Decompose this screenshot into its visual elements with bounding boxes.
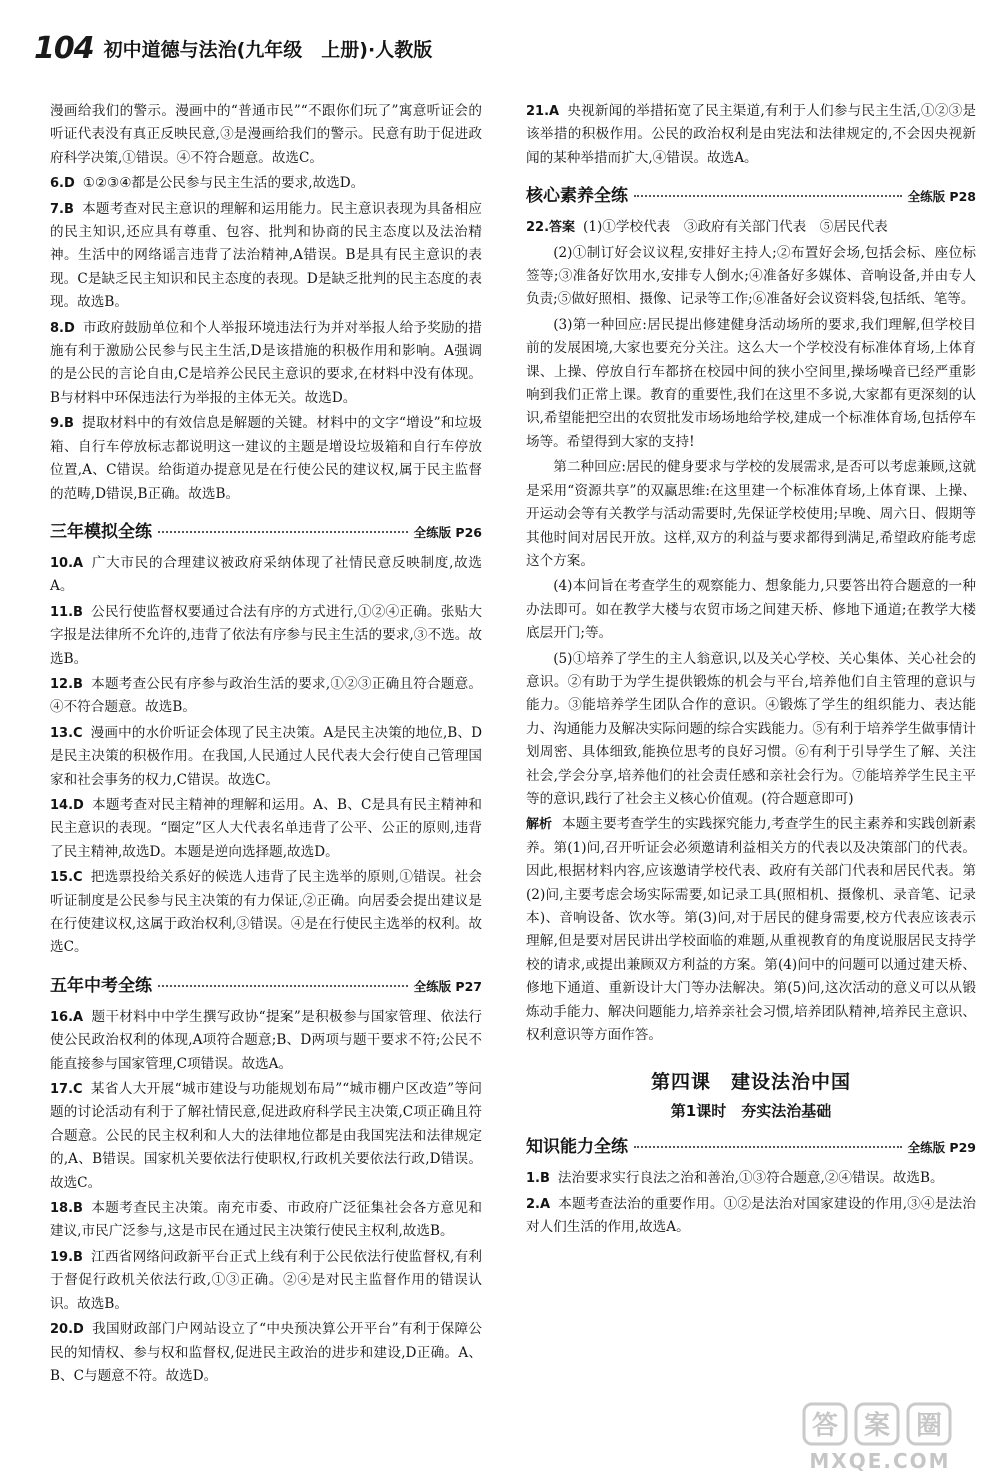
section-header-five-year xyxy=(50,971,482,996)
answer-text: 本题考查公民有序参与政治生活的要求,①②③正确且符合题意。④不符合题意。故选B。 xyxy=(50,675,482,716)
answer-22-header xyxy=(526,216,976,239)
answer-number: 20.D xyxy=(50,1322,84,1338)
analysis-label: 解析 xyxy=(526,817,553,833)
answer-text: 本题考查对民主精神的理解和运用。A、B、C是具有民主精神和民主意识的表现。“圈定”区人大代表名单违背了公平、公正的原则,违背了民主精神,故选D。本题是逆向选择题,故选D。 xyxy=(50,796,482,860)
answer-text: 题干材料中中学生撰写政协“提案”是积极参与国家管理、依法行使公民政治权利的体现,A项符合题意;B、D两项与题干要求不符;公民不能直接参与国家管理,C项错误。故选A。 xyxy=(50,1008,482,1072)
analysis-block xyxy=(526,813,976,1047)
section-title: 知识能力全练 xyxy=(526,1137,628,1158)
answer-item xyxy=(50,722,482,792)
answer-number: 19.B xyxy=(50,1249,83,1265)
answer-text: 我国财政部门户网站设立了“中央预决算公开平台”有利于保障公民的知情权、参与权和监督权,促进民主政治的进步和建设,D正确。A、B、C与题意不符。故选D。 xyxy=(50,1321,482,1384)
answer-paragraph: (5)①培养了学生的主人翁意识,以及关心学校、关心集体、关心社会的意识。②有助于为学生提供锻炼的机会与平台,培养他们自主管理的意识与能力。③能培养学生团队合作的意识。④锻炼了学生的组织能力、表达能力、沟通能力及解决实际问题的综合实践能力。⑤有利于培养学生做事情计划周密、具体细致,能换位思考的良好习惯。⑥有利于引导学生了解、关注社会,学会分享,培养他们的社会责任感和亲社会行为。⑦能培养学生民主平等的意识,践行了社会主义核心价值观。(符合题意即可) xyxy=(526,650,976,807)
answer-number: 21.A xyxy=(526,104,560,119)
watermark-char-2: 案 xyxy=(863,1411,891,1441)
answer-number: 8.D xyxy=(50,320,75,336)
watermark-url: MXQE.COM xyxy=(809,1449,951,1473)
answer-number: 22.答案 xyxy=(526,220,576,236)
answer-item xyxy=(526,1193,976,1240)
answer-item xyxy=(50,601,482,671)
analysis-text: 本题主要考查学生的实践探究能力,考查学生的民主素养和实践创新素养。第(1)问,召开听证会必须邀请利益相关方的代表以及决策部门的代表。因此,根据材料内容,应该邀请学校代表、政府有关部门代表和居民代表。第(2)问,主要考虑会场实际需要,如记录工具(照相机、摄像机、录音笔、记录本)、音响设备、饮水等。第(3)问,对于居民的健身需要,校方代表应该表示理解,但是要对居民讲出学校面临的难题,从重视教育的角度说服居民支持学校的请求,或提出兼顾双方利益的方案。第(4)问中的问题可以通过建天桥、修地下通道、重新设计大门等办法解决。第(5)问,这次活动的意义可以从锻炼动手能力、解决问题能力,培养亲社会习惯,培养团队精神,培养民主意识、权利意识等方面作答。 xyxy=(526,816,976,1044)
site-watermark-logo xyxy=(800,1400,980,1474)
answer-number: 11.B xyxy=(50,604,83,620)
answer-text: (1)①学校代表 ③政府有关部门代表 ⑤居民代表 xyxy=(583,219,888,236)
answer-item xyxy=(50,1006,482,1076)
answer-item xyxy=(50,673,482,720)
answer-text: 法治要求实行良法之治和善治,①③符合题意,②④错误。故选B。 xyxy=(557,1170,944,1187)
answer-group-b xyxy=(50,552,482,960)
answer-number: 6.D xyxy=(50,176,75,192)
answer-paragraph: 第二种回应:居民的健身要求与学校的发展需求,是否可以考虑兼顾,这就是采用“资源共享”的双赢思维:在这里建一个标准体育场,上体育课、上操、开运动会等有关教学与活动需要时,先保证学校使用;早晚、周六日、假期等其他时间对居民开放。这样,双方的利益与要求都得到满足,希望政府能考虑这个方案。 xyxy=(526,459,976,569)
answer-text: 本题考查民主决策。南充市委、市政府广泛征集社会各方意见和建议,市民广泛参与,这是市民在通过民主决策行使民主权利,故选B。 xyxy=(50,1200,482,1240)
answer-item xyxy=(50,794,482,864)
answer-text: 把选票投给关系好的候选人违背了民主选举的原则,①错误。社会听证制度是公民参与民主决策的有力保证,②正确。向居委会提出建议是在行使建议权,这属于政治权利,③错误。④是在行使民主选举的权利。故选C。 xyxy=(50,869,482,956)
section-page-ref: 全练版 P26 xyxy=(413,524,482,540)
answer-number: 17.C xyxy=(50,1082,83,1098)
section-header-three-year xyxy=(50,517,482,542)
section-title: 核心素养全练 xyxy=(526,186,628,207)
section-page-ref: 全练版 P28 xyxy=(907,189,976,205)
answer-item xyxy=(526,100,976,170)
answer-text: 提取材料中的有效信息是解题的关键。材料中的文字“增设”和垃圾箱、自行车停放标志都说明这一建议的主题是增设垃圾箱和自行车停放位置,A、C错误。给街道办提意见是在行使公民的建议权,属于民主监督的范畴,D错误,B正确。故选B。 xyxy=(50,415,482,502)
right-column xyxy=(526,100,976,1242)
answer-text: ①②③④都是公民参与民主生活的要求,故选D。 xyxy=(82,175,365,192)
answer-intro: 漫画给我们的警示。漫画中的“普通市民”“不跟你们玩了”寓意听证会的听证代表没有真正反映民意,③是漫画给我们的警示。民意有助于促进政府科学决策,①错误。④不符合题意。故选C。 xyxy=(50,103,482,166)
answer-group-c xyxy=(50,1006,482,1389)
section-header-core-literacy xyxy=(526,181,976,206)
answer-text: 央视新闻的举措拓宽了民主渠道,有利于人们参与民主生活,①②③是该举措的积极作用。公民的政治权利是由宪法和法律规定的,不会因央视新闻的某种举措而扩大,④错误。故选A。 xyxy=(526,103,976,166)
answer-group-a xyxy=(50,172,482,506)
answer-text: 江西省网络问政新平台正式上线有利于公民依法行使监督权,有利于督促行政机关依法行政,①③正确。②④是对民主监督作用的错误认识。故选B。 xyxy=(50,1248,482,1312)
answer-number: 2.A xyxy=(526,1196,551,1212)
answer-number: 14.D xyxy=(50,797,84,813)
watermark-char-1: 答 xyxy=(811,1411,839,1441)
answer-number: 1.B xyxy=(526,1171,550,1187)
answer-text: 广大市民的合理建议被政府采纳体现了社情民意反映制度,故选A。 xyxy=(50,554,482,595)
answer-paragraph: (2)①制订好会议议程,安排好主持人;②布置好会场,包括会标、座位标签等;③准备好饮用水,安排专人倒水;④准备好多媒体、音响设备,并由专人负责;⑤做好照相、摄像、记录等工作;⑥准备好会议资料袋,包括纸、笔等。 xyxy=(526,244,976,308)
lesson-title: 第四课 建设法治中国 xyxy=(650,1071,851,1094)
section-title: 三年模拟全练 xyxy=(50,521,152,542)
dotted-leader xyxy=(158,531,408,533)
watermark-char-3: 圈 xyxy=(915,1411,943,1441)
answer-text: 某省人大开展“城市建设与功能规划布局”“城市棚户区改造”等问题的讨论活动有利于了解社情民意,促进政府科学民主决策,C项正确且符合题意。公民的民主权利和人大的法律地位都是由我国宪法和法律规定的,A、B错误。国家机关要依法行使职权,行政机关要依法行政,D错误。故选C。 xyxy=(50,1081,482,1191)
answer-number: 10.A xyxy=(50,555,84,571)
answer-text: 本题考查对民主意识的理解和运用能力。民主意识表现为具备相应的民主知识,还应具有尊重、包容、批判和协商的民主态度以及法治精神。生活中的网络谣言违背了法治精神,A错误。B是具有民主意识的表现。C是缺乏民主知识和民主态度的表现。D是缺乏批判的民主态度的表现。故选B。 xyxy=(50,200,482,311)
page-header-title: 初中道德与法治(九年级 上册)·人教版 xyxy=(103,38,433,61)
lesson-subtitle: 第1课时 夯实法治基础 xyxy=(670,1102,832,1121)
answer-item xyxy=(526,1167,976,1190)
answer-item xyxy=(50,866,482,960)
page-number: 104 xyxy=(34,30,94,66)
answer-item xyxy=(50,198,482,315)
answer-number: 18.B xyxy=(50,1201,83,1217)
left-column xyxy=(50,100,482,1390)
answer-item xyxy=(50,172,482,195)
answer-item xyxy=(50,1078,482,1195)
section-header-knowledge xyxy=(526,1132,976,1157)
section-page-ref: 全练版 P29 xyxy=(907,1140,976,1156)
answer-item xyxy=(50,1318,482,1388)
answer-text: 漫画中的水价听证会体现了民主决策。A是民主决策的地位,B、D是民主决策的积极作用。在我国,人民通过人民代表大会行使自己管理国家和社会事务的权力,C错误。故选C。 xyxy=(50,724,482,788)
dotted-leader xyxy=(634,1146,902,1148)
answer-number: 9.B xyxy=(50,416,74,432)
dotted-leader xyxy=(158,985,408,987)
answer-item xyxy=(50,1197,482,1244)
answer-item xyxy=(50,552,482,599)
answer-item xyxy=(50,1246,482,1316)
answer-paragraph: (4)本问旨在考查学生的观察能力、想象能力,只要答出符合题意的一种办法即可。如在教学大楼与农贸市场之间建天桥、修地下通道;在教学大楼底层开门;等。 xyxy=(526,578,976,642)
answer-text: 公民行使监督权要通过合法有序的方式进行,①②④正确。张贴大字报是法律所不允许的,违背了依法有序参与民主生活的要求,③不选。故选B。 xyxy=(50,603,482,667)
answer-text: 市政府鼓励单位和个人举报环境违法行为并对举报人给予奖励的措施有利于激励公民参与民主生活,D是该措施的积极作用和影响。A强调的是公民的言论自由,C是培养公民民主意识的要求,在材料中没有体现。B与材料中环保违法行为举报的主体无关。故选D。 xyxy=(50,319,482,406)
answer-number: 16.A xyxy=(50,1009,84,1025)
page-header xyxy=(34,10,974,86)
answer-paragraph: (3)第一种回应:居民提出修建健身活动场所的要求,我们理解,但学校目前的发展困境,大家也要充分关注。这么大一个学校没有标准体育场,上体育课、上操、停放自行车都挤在校园中间的狭小空间里,操场噪音已经严重影响到我们正常上课。教育的重要性,我们在这里不多说,大家都有更深刻的认识,希望能把空出的农贸批发市场场地给学校,建成一个标准体育场,包括停车场等。希望得到大家的支持! xyxy=(526,316,976,450)
answer-number: 15.C xyxy=(50,870,83,886)
answer-number: 12.B xyxy=(50,676,83,692)
answer-item xyxy=(50,412,482,506)
dotted-leader xyxy=(634,195,902,197)
answer-item xyxy=(50,317,482,411)
answer-number: 7.B xyxy=(50,201,74,217)
answer-text: 本题考查法治的重要作用。①②是法治对国家建设的作用,③④是法治对人们生活的作用,故选A。 xyxy=(526,1195,976,1236)
section-title: 五年中考全练 xyxy=(50,975,152,996)
answer-number: 13.C xyxy=(50,725,83,741)
section-page-ref: 全练版 P27 xyxy=(413,978,482,994)
